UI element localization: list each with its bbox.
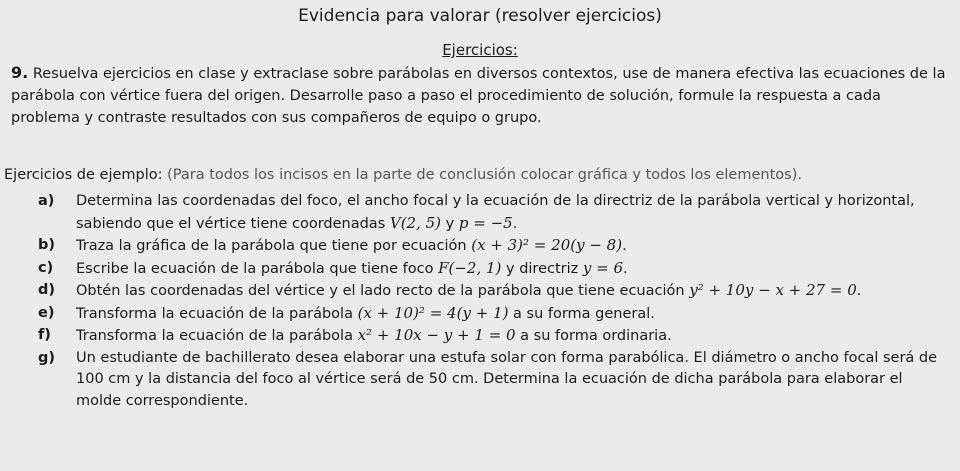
item-text-part: Escribe la ecuación de la parábola que tiene foco — [76, 260, 439, 277]
item-text-part: Traza la gráfica de la parábola que tiene por ecuación — [76, 238, 472, 254]
item-text — [76, 258, 938, 281]
math-expression: V(2, 5) — [389, 213, 442, 232]
item-text-part: Transforma la ecuación de la parábola — [76, 305, 358, 322]
item-text: Un estudiante de bachillerato desea elaborar una estufa solar con forma parabólica. El diámetro o ancho focal será de 100 cm y la distancia del foco al vértice será de 50 cm. Determina la ecuación de dicha parábola para elaborar el molde correspondiente. — [76, 349, 938, 409]
exercise-number: 9. — [11, 63, 29, 82]
item-label: g) — [38, 349, 56, 366]
item-text-part: . — [856, 283, 862, 299]
examples-lead: Ejercicios de ejemplo: — [4, 167, 163, 183]
list-item-g — [38, 348, 938, 413]
item-text-part: a su forma ordinaria. — [515, 328, 672, 344]
list-item-e — [38, 303, 938, 326]
examples-note: (Para todos los incisos en la parte de conclusión colocar gráfica y todos los elementos). — [167, 167, 802, 183]
exercise-list — [38, 191, 938, 412]
item-label: c) — [38, 259, 54, 276]
exercise-9-paragraph — [11, 62, 951, 129]
item-text-part: Determina las coordenadas del foco, el ancho focal y la ecuación de la directriz de la parábola vertical y horizontal, sabiendo que el vértice tiene coordenadas — [76, 193, 915, 232]
math-expression: (x + 3)² = 20(y − 8) — [471, 236, 623, 254]
item-text-part: y directriz — [501, 260, 583, 277]
item-label: b) — [38, 237, 56, 253]
item-text-part: . — [512, 215, 518, 232]
item-text — [76, 191, 938, 235]
math-expression: F(−2, 1) — [438, 258, 502, 277]
item-text-part: y — [441, 215, 459, 232]
item-text-part: . — [622, 238, 627, 254]
item-text — [76, 325, 938, 348]
math-expression: y² + 10y − x + 27 = 0 — [689, 281, 857, 299]
item-text-part: a su forma general. — [508, 305, 655, 322]
examples-intro — [4, 165, 954, 185]
item-label: e) — [38, 304, 55, 321]
math-expression: y = 6 — [582, 258, 623, 277]
exercise-text: Resuelva ejercicios en clase y extraclase sobre parábolas en diversos contextos, use de manera efectiva las ecuaciones de la parábola con vértice fuera del origen. Desarrolle paso a paso el procedimiento de solución, formule la respuesta a cada problema y contraste resultados con sus compañeros de equipo o grupo. — [11, 66, 946, 126]
section-subtitle: Ejercicios: — [442, 41, 518, 59]
list-item-b — [38, 235, 938, 258]
item-label: a) — [38, 193, 55, 209]
item-text-part: Obtén las coordenadas del vértice y el lado recto de la parábola que tiene ecuación — [76, 283, 690, 299]
list-item-d — [38, 280, 938, 303]
math-expression: (x + 10)² = 4(y + 1) — [357, 303, 509, 322]
item-label: f) — [38, 327, 51, 343]
list-item-a — [38, 191, 938, 235]
item-label: d) — [38, 282, 56, 298]
item-text-part: Transforma la ecuación de la parábola — [76, 328, 358, 344]
page-title: Evidencia para valorar (resolver ejercicios) — [298, 6, 662, 26]
list-item-f — [38, 325, 938, 348]
math-expression: x² + 10x − y + 1 = 0 — [357, 326, 516, 344]
item-text — [76, 235, 938, 258]
item-text-part: . — [622, 260, 628, 277]
math-expression: p = −5 — [458, 213, 513, 232]
list-item-c — [38, 258, 938, 281]
item-text — [76, 303, 938, 326]
item-text — [76, 280, 938, 303]
